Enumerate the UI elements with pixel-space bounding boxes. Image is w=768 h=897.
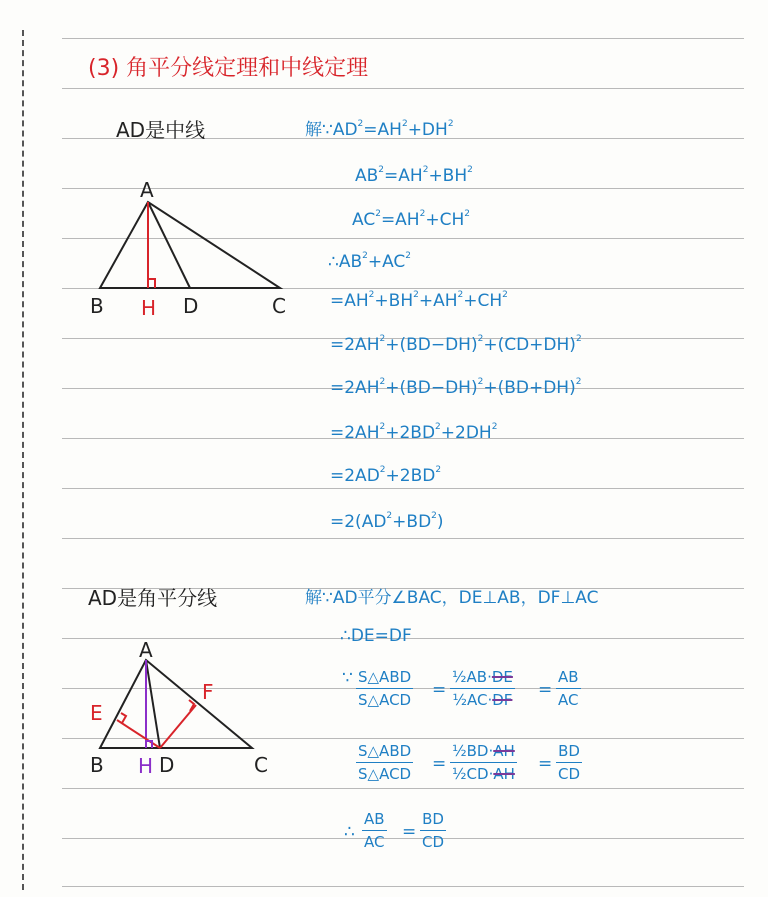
perpendicular-de <box>117 720 160 748</box>
equals-sign: = <box>402 822 417 842</box>
point-label-h: H <box>141 296 157 320</box>
equals-sign: = <box>538 754 553 774</box>
fraction-numerator: ½AB·DE <box>452 668 513 686</box>
point-label-c: C <box>254 753 268 777</box>
point-label-c: C <box>272 294 286 318</box>
median-line-1: 解$\because AD^2=AH^2+DH^2$ <box>305 119 454 140</box>
point-label-h: H <box>138 754 154 778</box>
fraction-denominator: AC <box>364 833 385 851</box>
fraction-bd-cd <box>556 742 582 783</box>
median-line-4: $\therefore AB^2+AC^2$ <box>328 251 412 272</box>
fraction-denominator: CD <box>422 833 445 851</box>
fraction-denominator: S△ACD <box>358 691 412 709</box>
section-title: (3) 角平分线定理和中线定理 <box>88 56 369 81</box>
point-label-d: D <box>183 294 199 318</box>
fraction-numerator: BD <box>558 742 580 760</box>
median-line-7: $=2AH^2+(BD-DH)^2+(BD+DH)^2$ <box>330 377 582 398</box>
fraction-numerator: AB <box>558 668 579 686</box>
perpendicular-df <box>160 705 196 748</box>
equals-sign: = <box>432 680 447 700</box>
equals-sign: = <box>538 680 553 700</box>
median-line-9: $=2AD^2+2BD^2$ <box>330 465 442 486</box>
fraction-numerator: AB <box>364 810 385 828</box>
fraction-half-base-height-1 <box>450 668 515 709</box>
cancelled-factor: AH <box>493 742 515 760</box>
fraction-ab-ac <box>556 668 581 709</box>
fraction-half-base-height-2 <box>450 742 517 783</box>
fraction-denominator: AC <box>558 691 579 709</box>
fraction-denominator: S△ACD <box>358 765 412 783</box>
cancelled-factor: AH <box>493 765 515 783</box>
bisector-line-2: ∴DE=DF <box>340 626 412 646</box>
point-label-b: B <box>90 753 104 777</box>
point-label-b: B <box>90 294 104 318</box>
equals-sign: = <box>432 754 447 774</box>
fraction-denominator: ½AC·DF <box>452 691 513 709</box>
point-label-a: A <box>140 178 154 202</box>
median-line-3: $AC^2=AH^2+CH^2$ <box>352 209 470 230</box>
bisector-heading: AD是角平分线 <box>88 586 218 610</box>
median-heading: AD是中线 <box>116 118 206 142</box>
fraction-area-ratio-1 <box>356 668 413 709</box>
fraction-denominator: CD <box>558 765 581 783</box>
median-line-5: $=AH^2+BH^2+AH^2+CH^2$ <box>330 290 508 311</box>
point-label-a: A <box>139 638 153 662</box>
cancelled-factor: DF <box>492 691 513 709</box>
bisector-ad <box>146 660 160 748</box>
fraction-numerator: ½BD·AH <box>452 742 515 760</box>
median-line-10: $=2(AD^2+BD^2)$ <box>330 511 444 532</box>
median-line-6: $=2AH^2+(BD-DH)^2+(CD+DH)^2$ <box>330 334 582 355</box>
median-line-2: $AB^2=AH^2+BH^2$ <box>355 165 473 186</box>
median-line-8: $=2AH^2+2BD^2+2DH^2$ <box>330 422 498 443</box>
fraction-numerator: S△ABD <box>358 668 412 686</box>
fraction-area-ratio-2 <box>356 742 413 783</box>
bisector-line-1: 解∵AD平分∠BAC，DE⊥AB，DF⊥AC <box>305 588 599 608</box>
fraction-bd-cd-conclusion <box>420 810 446 851</box>
fraction-ab-ac-conclusion <box>362 810 387 851</box>
therefore-symbol: ∴ <box>344 822 355 842</box>
fraction-denominator: ½CD·AH <box>452 765 515 783</box>
because-symbol: ∵ <box>342 668 353 688</box>
triangle-abc <box>100 660 252 748</box>
fraction-numerator: S△ABD <box>358 742 412 760</box>
cancelled-factor: DE <box>491 668 513 686</box>
point-label-d: D <box>159 753 175 777</box>
right-angle-mark-e <box>121 713 126 723</box>
fraction-numerator: BD <box>422 810 444 828</box>
point-label-e: E <box>90 701 103 725</box>
point-label-f: F <box>202 680 214 704</box>
